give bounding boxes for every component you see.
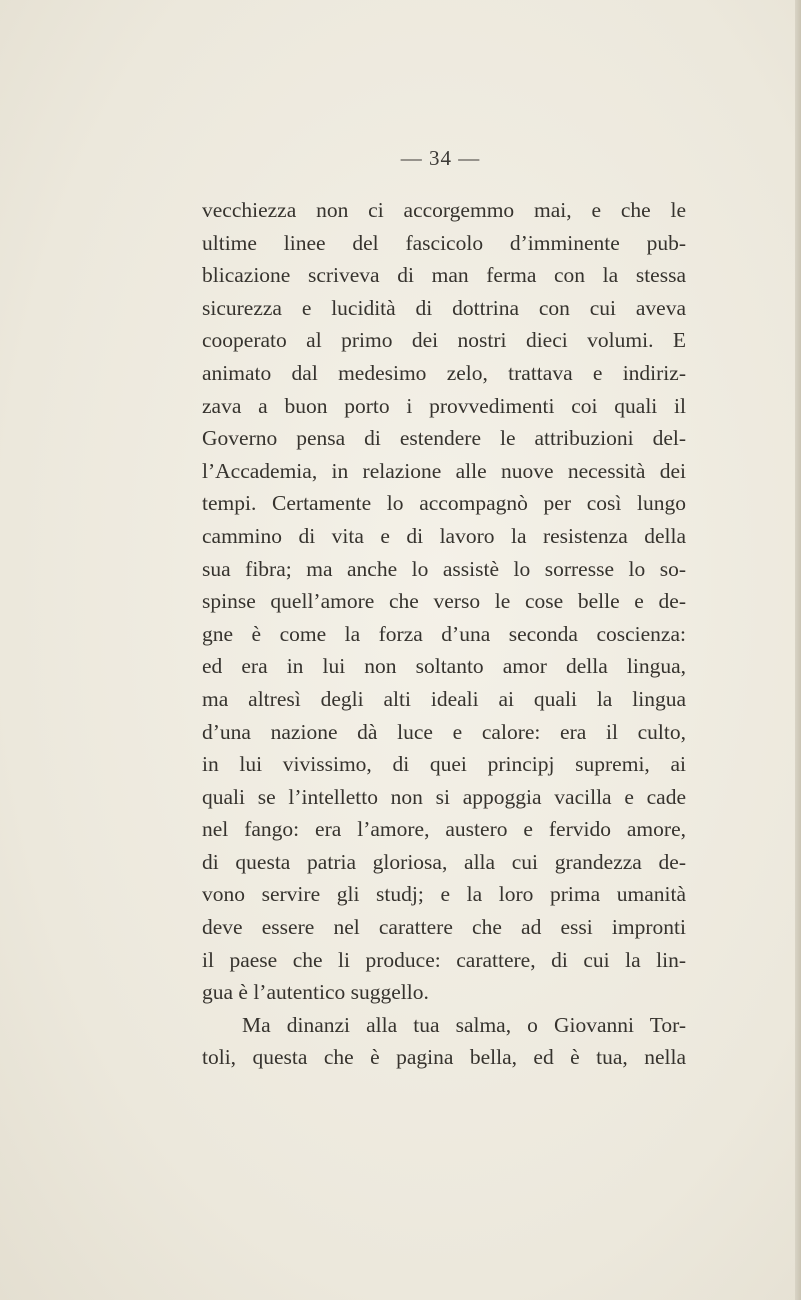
text-line: vecchiezza non ci accorgemmo mai, e che le [202, 198, 686, 222]
text-line: di questa patria gloriosa, alla cui grandezza de- [202, 849, 686, 874]
text-line: gne è come la forza d’una seconda coscienza: [202, 621, 686, 646]
text-line: d’una nazione dà luce e calore: era il culto, [202, 719, 686, 744]
text-line: sicurezza e lucidità di dottrina con cui aveva [202, 295, 686, 320]
text-line: sua fibra; ma anche lo assistè lo sorresse lo so- [202, 556, 686, 581]
text-line: cammino di vita e di lavoro la resistenza della [202, 523, 686, 548]
text-line: nel fango: era l’amore, austero e fervido amore, [202, 817, 686, 842]
text-line: tempi. Certamente lo accompagnò per così lungo [202, 491, 686, 516]
text-line: toli, questa che è pagina bella, ed è tua, nella [202, 1045, 686, 1070]
page-edge [795, 0, 801, 1300]
text-line: zava a buon porto i provvedimenti coi quali il [202, 393, 686, 418]
body-text [202, 194, 686, 1074]
text-line: ma altresì degli alti ideali ai quali la lingua [202, 686, 686, 711]
text-line: deve essere nel carattere che ad essi impronti [202, 915, 686, 940]
text-line: ed era in lui non soltanto amor della lingua, [202, 654, 686, 679]
text-line: in lui vivissimo, di quei principj supremi, ai [202, 752, 686, 777]
text-line: il paese che li produce: carattere, di cui la lin- [202, 947, 686, 972]
text-line: gua è l’autentico suggello. [202, 980, 429, 1005]
text-line: Governo pensa di estendere le attribuzioni del- [202, 426, 686, 451]
text-line: animato dal medesimo zelo, trattava e indiriz- [202, 360, 686, 385]
text-line: blicazione scriveva di man ferma con la stessa [202, 263, 686, 288]
text-line: spinse quell’amore che verso le cose belle e de- [202, 589, 686, 614]
text-line: vono servire gli studj; e la loro prima umanità [202, 882, 686, 907]
text-line: cooperato al primo dei nostri dieci volumi. E [202, 328, 686, 353]
text-line: quali se l’intelletto non si appoggia vacilla e cade [202, 784, 686, 809]
paragraph-start-line: Ma dinanzi alla tua salma, o Giovanni Tor- [242, 1012, 686, 1037]
text-line: ultime linee del fascicolo d’imminente pub- [202, 230, 686, 255]
text-line: l’Accademia, in relazione alle nuove necessità dei [202, 458, 686, 483]
page-number: — 34 — [400, 146, 481, 170]
